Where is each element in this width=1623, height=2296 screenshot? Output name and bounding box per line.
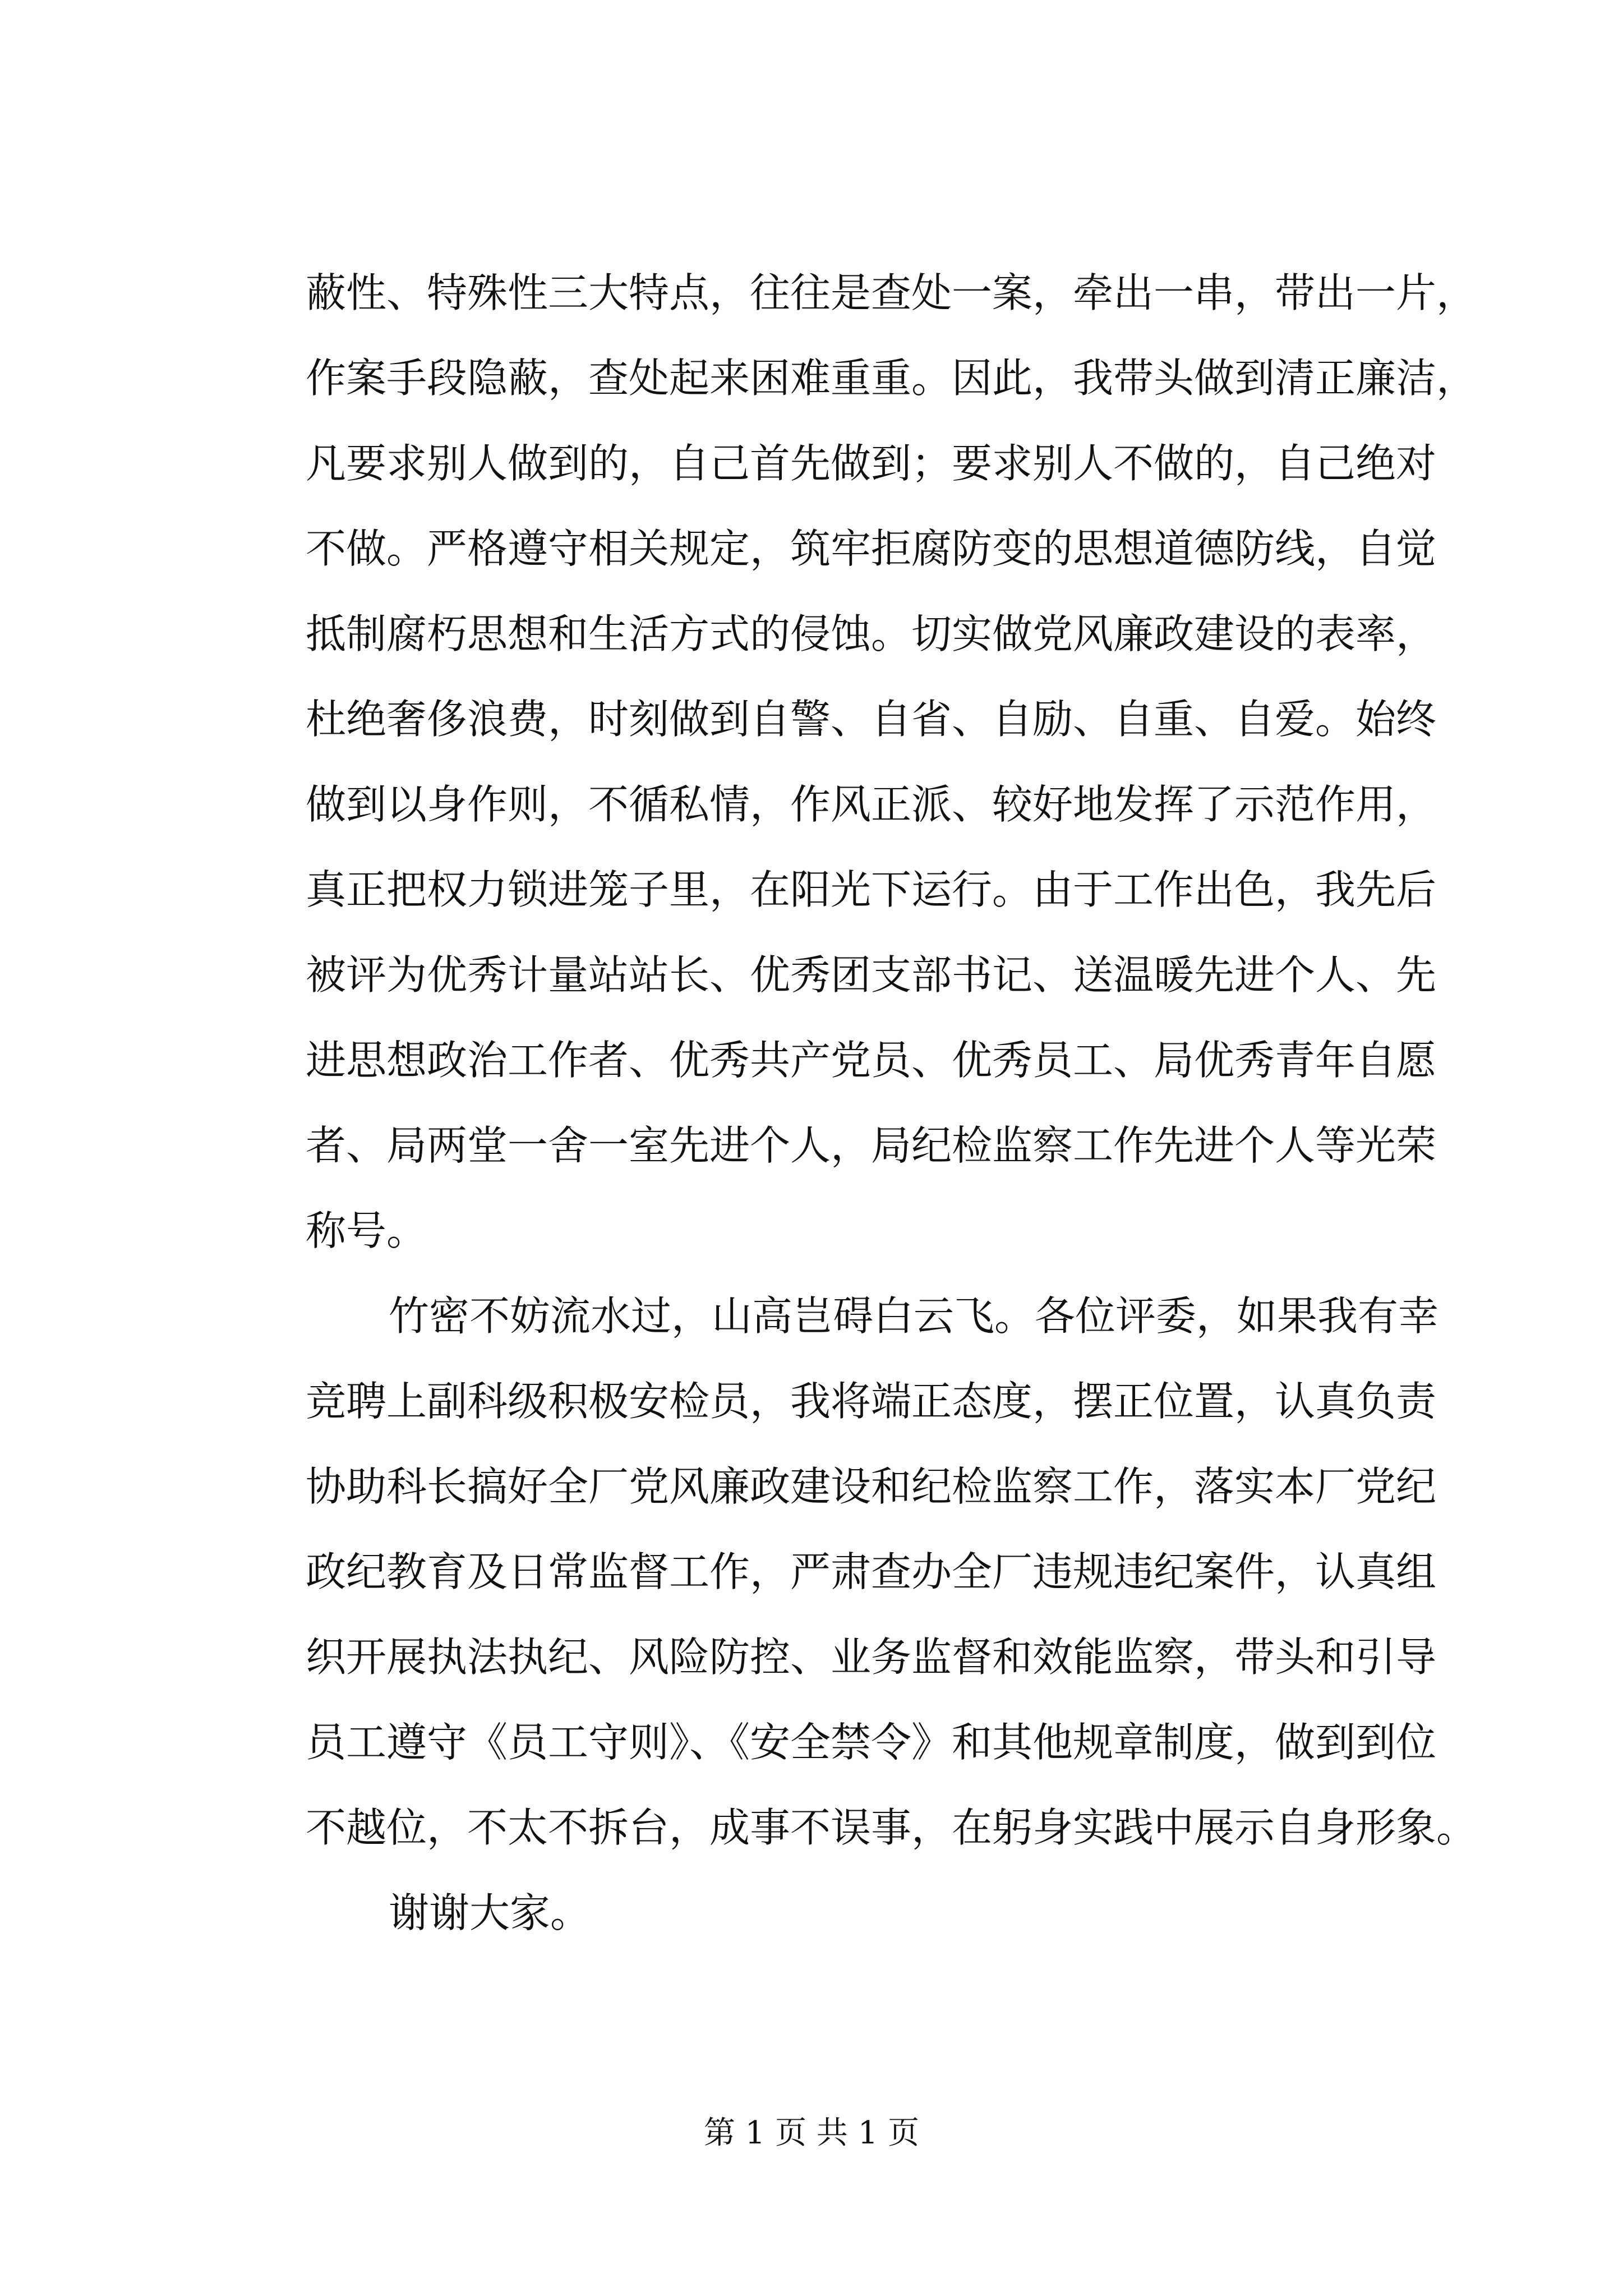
page-footer: 第 1 页 共 1 页 (703, 2115, 920, 2151)
text-line: 织开展执法执纪、风险防控、业务监督和效能监察，带头和引导 (306, 1634, 1437, 1681)
text-line: 政纪教育及日常监督工作，严肃查办全厂违规违纪案件，认真组 (306, 1548, 1437, 1595)
text-line: 抵制腐朽思想和生活方式的侵蚀。切实做党风廉政建设的表率， (306, 610, 1437, 657)
paragraph-2 (306, 1273, 1477, 1870)
text-line: 杜绝奢侈浪费，时刻做到自警、自省、自励、自重、自爱。始终 (306, 696, 1437, 743)
text-line: 做到以身作则，不循私情，作风正派、较好地发挥了示范作用， (306, 781, 1437, 828)
text-line: 作案手段隐蔽，查处起来困难重重。因此，我带头做到清正廉洁， (306, 355, 1477, 402)
text-line: 协助科长搞好全厂党风廉政建设和纪检监察工作，落实本厂党纪 (306, 1463, 1437, 1510)
document-body (306, 250, 1477, 1955)
text-line: 蔽性、特殊性三大特点，往往是查处一案，牵出一串，带出一片， (306, 269, 1477, 316)
text-line: 竞聘上副科级积极安检员，我将端正态度，摆正位置，认真负责 (306, 1378, 1437, 1425)
text-line: 竹密不妨流水过，山高岂碍白云飞。各位评委，如果我有幸 (389, 1292, 1439, 1340)
paragraph-1 (306, 250, 1477, 1273)
text-line: 进思想政治工作者、优秀共产党员、优秀员工、局优秀青年自愿 (306, 1037, 1437, 1084)
paragraph-3 (306, 1870, 1321, 1955)
text-line: 凡要求别人做到的，自己首先做到；要求别人不做的，自己绝对 (306, 440, 1437, 487)
text-line: 者、局两堂一舍一室先进个人，局纪检监察工作先进个人等光荣 (306, 1122, 1437, 1169)
text-line: 员工遵守《员工守则》、《安全禁令》和其他规章制度，做到到位 (306, 1719, 1437, 1766)
text-line: 被评为优秀计量站站长、优秀团支部书记、送温暖先进个人、先 (306, 951, 1437, 999)
text-line: 不越位，不太不拆台，成事不误事，在躬身实践中展示自身形象。 (306, 1804, 1477, 1851)
text-line: 称号。 (306, 1207, 427, 1254)
text-line: 真正把权力锁进笼子里，在阳光下运行。由于工作出色，我先后 (306, 866, 1437, 913)
text-line: 谢谢大家。 (389, 1889, 591, 1936)
text-line: 不做。严格遵守相关规定，筑牢拒腐防变的思想道德防线，自觉 (306, 525, 1437, 572)
